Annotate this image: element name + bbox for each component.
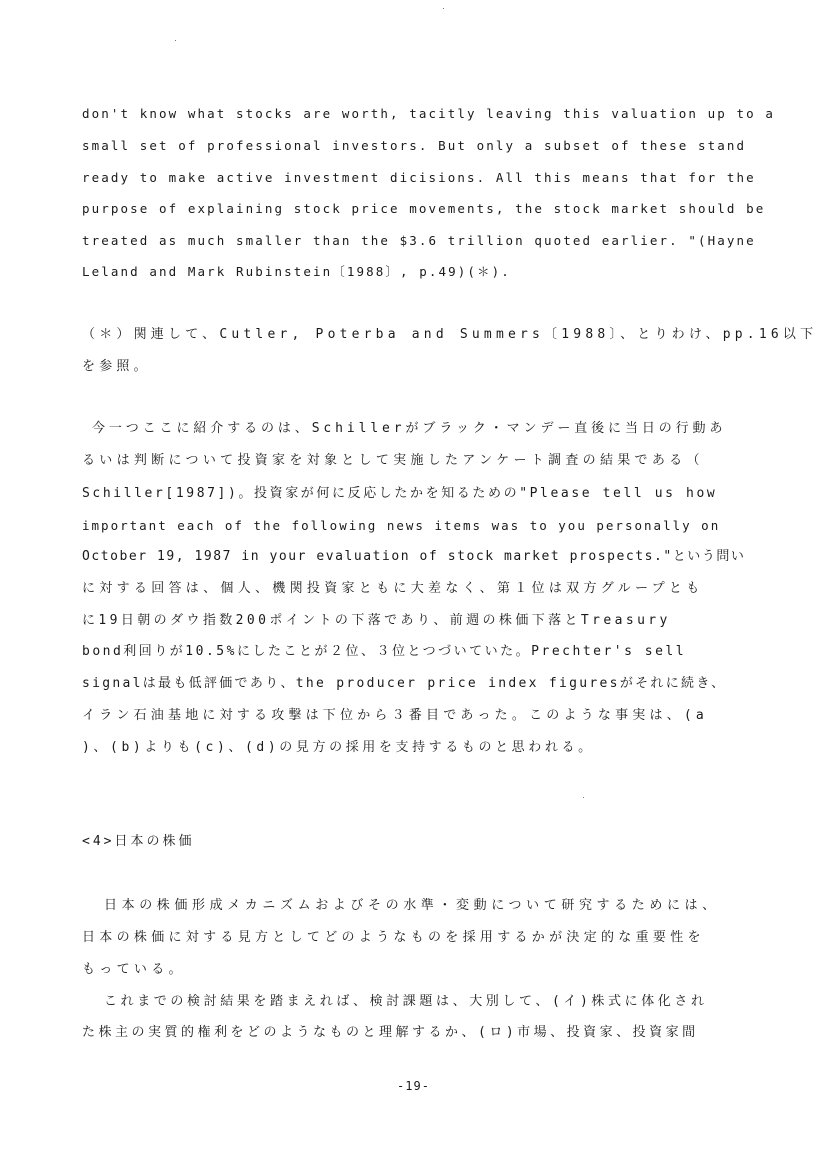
footnote-line: （＊）関連して、Cutler, Poterba and Summers〔1988〕、とりわけ、pp.16以下 xyxy=(82,327,818,342)
quote-line: ready to make active investment dicisions. All this means that for the xyxy=(82,170,756,185)
paragraph-line: イラン石油基地に対する攻撃は下位から３番目であった。このような事実は、(a xyxy=(82,708,708,723)
paragraph-line: た株主の実質的権利をどのようなものと理解するか、(ロ)市場、投資家、投資家間 xyxy=(82,1025,699,1040)
page-number: -19- xyxy=(397,1079,430,1093)
paragraph-line: 今一つここに紹介するのは、Schillerがブラック・マンデー直後に当日の行動あ xyxy=(92,421,727,436)
quote-line: treated as much smaller than the $3.6 trillion quoted earlier. "(Hayne xyxy=(82,233,756,248)
paragraph-line: に対する回答は、個人、機関投資家ともに大差なく、第１位は双方グループとも xyxy=(82,581,704,596)
paragraph-line: 日本の株価形成メカニズムおよびその水準・変動について研究するためには、 xyxy=(104,898,720,913)
quote-line: don't know what stocks are worth, tacitly leaving this valuation up to a xyxy=(82,106,776,121)
paragraph-line: )、(b)よりも(c)、(d)の見方の採用を支持するものと思われる。 xyxy=(82,740,595,755)
paragraph-line: るいは判断について投資家を対象として実施したアンケート調査の結果である（ xyxy=(82,453,704,468)
scan-speck xyxy=(175,40,176,41)
paragraph-line: 日本の株価に対する見方としてどのようなものを採用するかが決定的な重要性を xyxy=(82,930,705,945)
paragraph-line: に19日朝のダウ指数200ポイントの下落であり、前週の株価下落とTreasury xyxy=(82,613,671,628)
paragraph-line: important each of the following news items was to you personally on xyxy=(82,518,721,533)
section-heading: <4>日本の株価 xyxy=(82,834,195,849)
paragraph-line: October 19, 1987 in your evaluation of stock market prospects."という問い xyxy=(82,549,746,564)
quote-line: small set of professional investors. But only a subset of these stand xyxy=(82,138,747,153)
paragraph-line: Schiller[1987])。投資家が何に反応したかを知るための"Please tell us how xyxy=(82,486,718,501)
footnote-line: を参照。 xyxy=(82,359,151,374)
scan-speck xyxy=(443,8,444,9)
quote-line: purpose of explaining stock price movements, the stock market should be xyxy=(82,201,766,216)
paragraph-line: もっている。 xyxy=(82,962,186,977)
scan-speck xyxy=(583,797,584,798)
paragraph-line: これまでの検討結果を踏まえれば、検討課題は、大別して、(イ)株式に体化され xyxy=(104,994,708,1009)
paragraph-line: signalは最も低評価であり、the producer price index figuresがそれに続き、 xyxy=(82,676,727,691)
paragraph-line: bond利回りが10.5%にしたことが２位、３位とつづいていた。Prechter's sell xyxy=(82,644,687,659)
quote-citation-line: Leland and Mark Rubinstein〔1988〕, p.49)(＊). xyxy=(82,264,511,279)
